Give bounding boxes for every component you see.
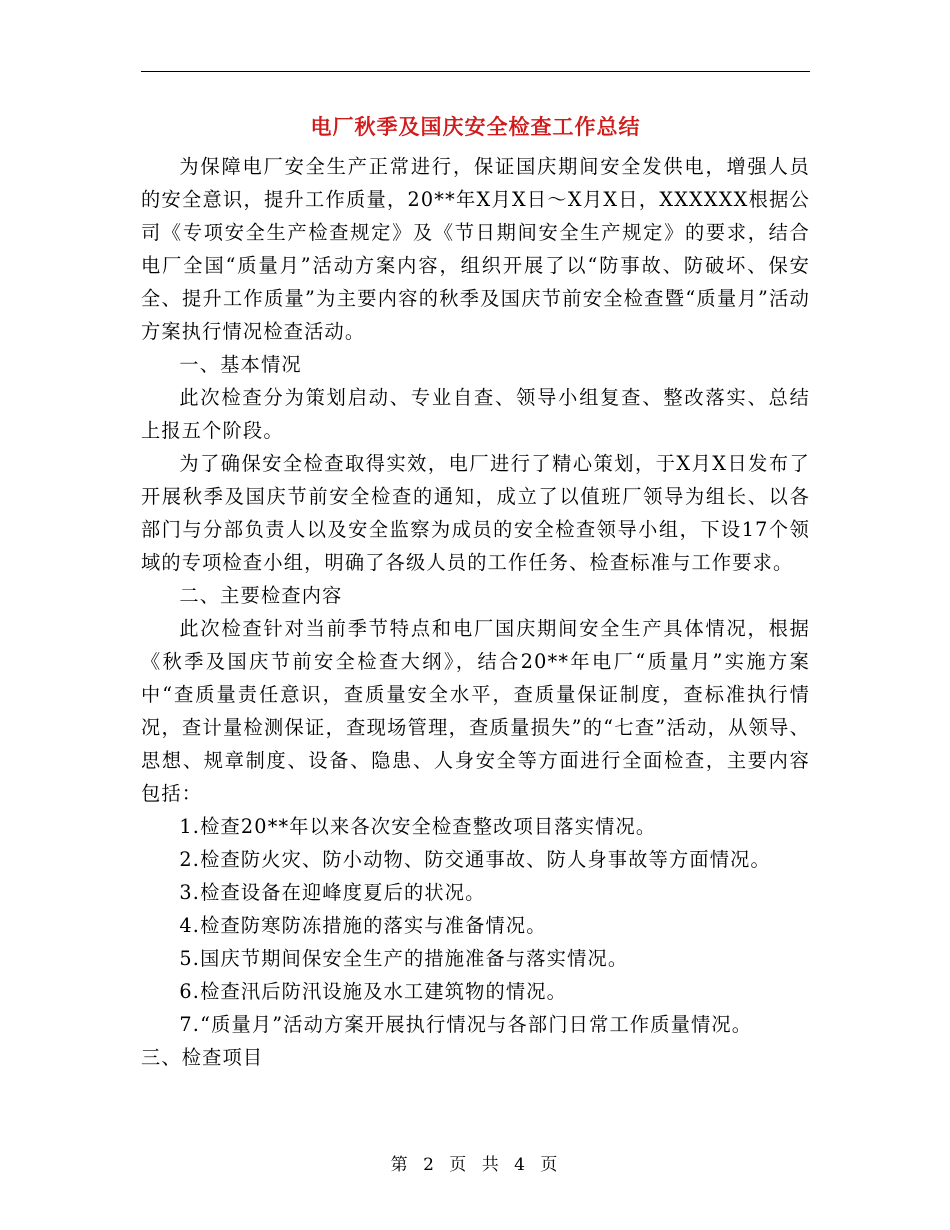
planning-paragraph: 为了确保安全检查取得实效，电厂进行了精心策划，于X月X日发布了开展秋季及国庆节前安全检查的通知，成立了以值班厂领导为组长、以各部门与分部负责人以及安全监察为成员的安全检查领导小组，下设17个领域的专项检查小组，明确了各级人员的工作任务、检查标准与工作要求。 [141, 452, 810, 574]
content-paragraph: 此次检查针对当前季节特点和电厂国庆期间安全生产具体情况，根据《秋季及国庆节前安全检查大纲》，结合20**年电厂“质量月”实施方案中“查质量责任意识，查质量安全水平，查质量保证制度，查标准执行情况，查计量检测保证，查现场管理，查质量损失”的“七查”活动，从领导、思想、规章制度、设备、隐患、人身安全等方面进行全面检查，主要内容包括： [141, 617, 810, 805]
section-heading-items: 三、检查项目 [141, 1046, 264, 1069]
list-item: 3.检查设备在迎峰度夏后的状况。 [179, 881, 486, 904]
page-number: 第 2 页 共 4 页 [390, 1155, 560, 1175]
stages-paragraph: 此次检查分为策划启动、专业自查、领导小组复查、整改落实、总结上报五个阶段。 [141, 386, 810, 442]
list-item: 1.检查20**年以来各次安全检查整改项目落实情况。 [179, 815, 657, 838]
document-body [141, 150, 810, 1074]
list-item: 4.检查防寒防冻措施的落实与准备情况。 [179, 914, 547, 937]
list-item: 7.“质量月”活动方案开展执行情况与各部门日常工作质量情况。 [179, 1013, 753, 1036]
section-heading-content: 二、主要检查内容 [179, 584, 343, 607]
list-item: 6.检查汛后防汛设施及水工建筑物的情况。 [179, 980, 568, 1003]
intro-paragraph: 为保障电厂安全生产正常进行，保证国庆期间安全发供电，增强人员的安全意识，提升工作质量，20**年X月X日～X月X日，XXXXXX根据公司《专项安全生产检查规定》及《节日期间安全生产规定》的要求，结合电厂全国“质量月”活动方案内容，组织开展了以“防事故、防破坏、保安全、提升工作质量”为主要内容的秋季及国庆节前安全检查暨“质量月”活动方案执行情况检查活动。 [141, 155, 810, 343]
section-heading-basic: 一、基本情况 [179, 353, 302, 376]
header-rule [141, 71, 810, 72]
list-item: 5.国庆节期间保安全生产的措施准备与落实情况。 [179, 947, 629, 970]
list-item: 2.检查防火灾、防小动物、防交通事故、防人身事故等方面情况。 [179, 848, 771, 871]
document-title: 电厂秋季及国庆安全检查工作总结 [310, 115, 641, 139]
